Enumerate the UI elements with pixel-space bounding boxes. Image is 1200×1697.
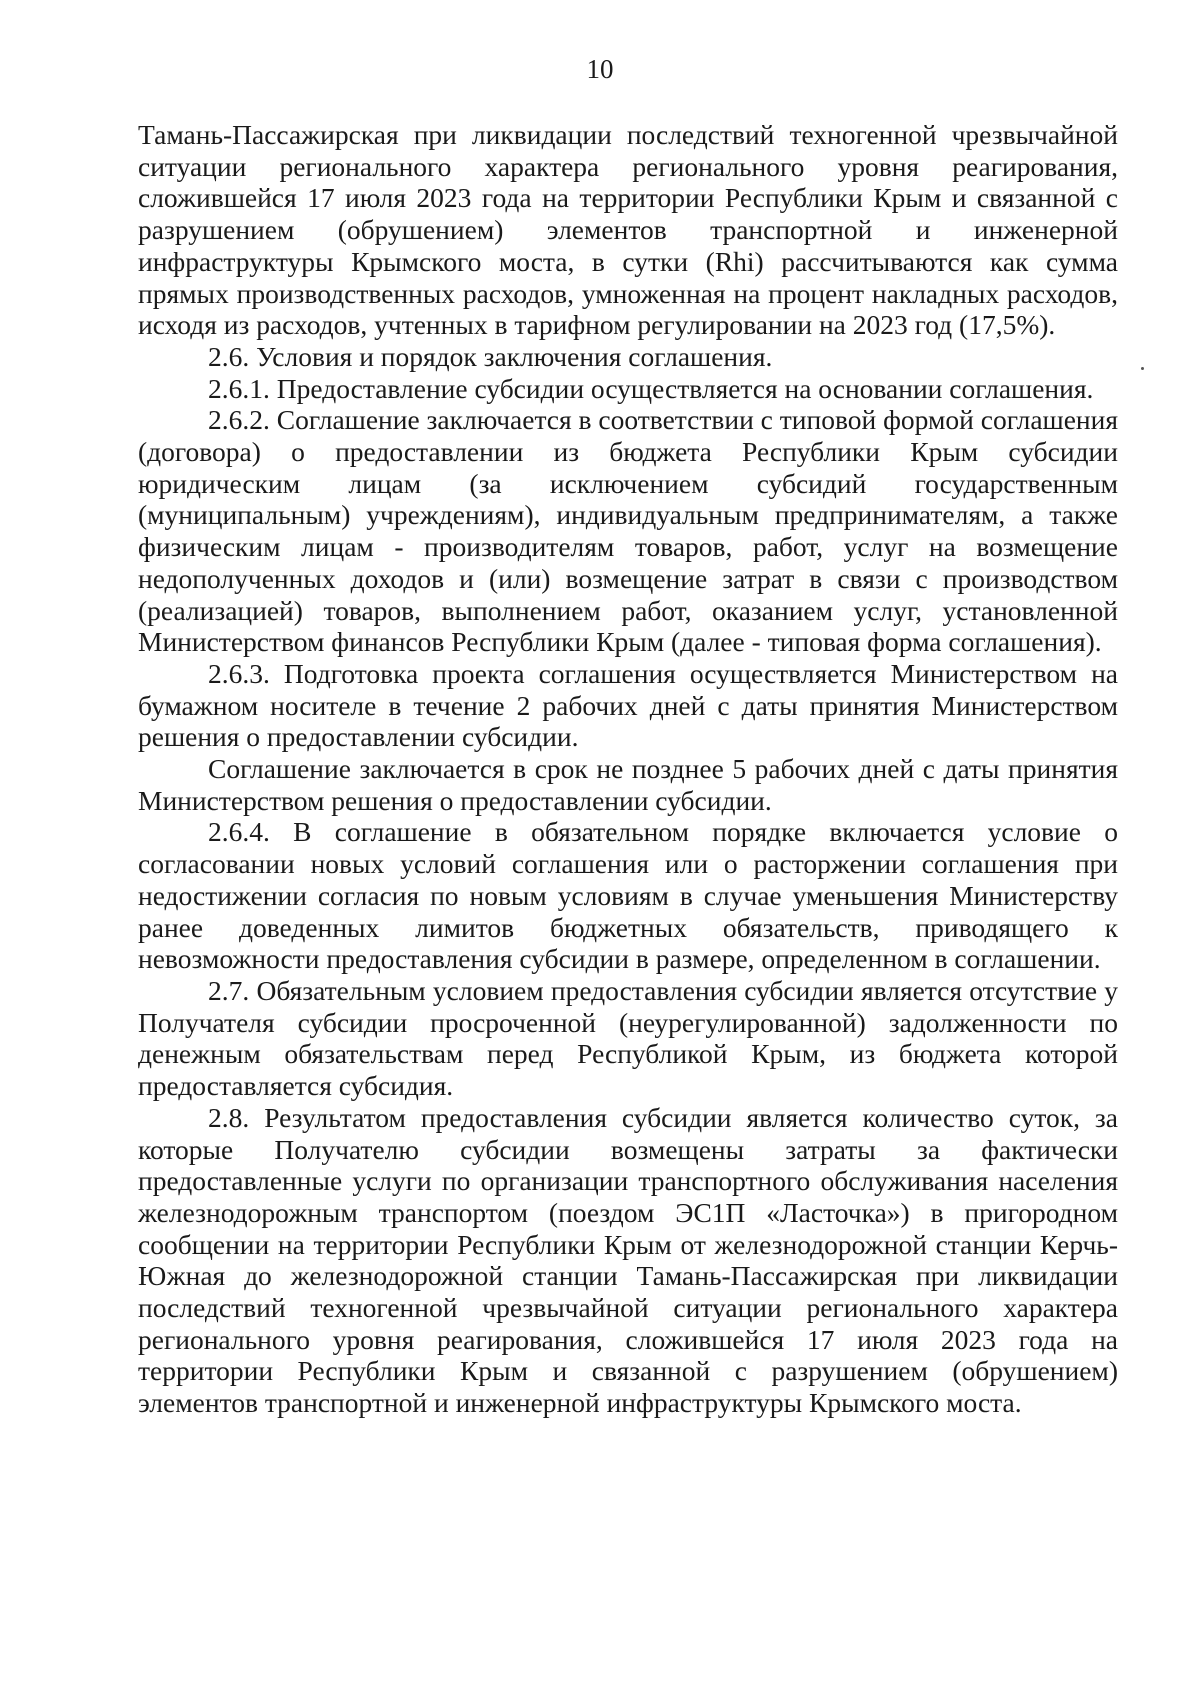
paragraph-2-6-2: 2.6.2. Соглашение заключается в соответствии с типовой формой соглашения (договора) о предоставлении из бюджета Республики Крым субсидии юридическим лицам (за исключением субсидий государственным (муниципальным) учреждениям), индивидуальным предпринимателям, а также физическим лицам - производителям товаров, работ, услуг на возмещение недополученных доходов и (или) возмещение затрат в связи с производством (реализацией) товаров, выполнением работ, оказанием услуг, установленной Министерством финансов Республики Крым (далее - типовая форма соглашения). [138,404,1118,658]
paragraph-2-6-3-deadline: Соглашение заключается в срок не позднее 5 рабочих дней с даты принятия Министерством решения о предоставлении субсидии. [138,753,1118,816]
paragraph-2-6-3: 2.6.3. Подготовка проекта соглашения осуществляется Министерством на бумажном носителе в течение 2 рабочих дней с даты принятия Министерством решения о предоставлении субсидии. [138,657,1118,753]
document-body [138,119,1118,1419]
paragraph-continuation: Тамань-Пассажирская при ликвидации последствий техногенной чрезвычайной ситуации регионального характера регионального уровня реагирования, сложившейся 17 июля 2023 года на территории Республики Крым и связанной с разрушением (обрушением) элементов транспортной и инженерной инфраструктуры Крымского моста, в сутки (Rhi) рассчитываются как сумма прямых производственных расходов, умноженная на процент накладных расходов, исходя из расходов, учтенных в тарифном регулировании на 2023 год (17,5%). [138,119,1118,341]
paragraph-2-7: 2.7. Обязательным условием предоставления субсидии является отсутствие у Получателя субсидии просроченной (неурегулированной) задолженности по денежным обязательствам перед Республикой Крым, из бюджета которой предоставляется субсидия. [138,974,1118,1102]
paragraph-2-8: 2.8. Результатом предоставления субсидии является количество суток, за которые Получателю субсидии возмещены затраты за фактически предоставленные услуги по организации транспортного обслуживания населения железнодорожным транспортом (поездом ЭС1П «Ласточка») в пригородном сообщении на территории Республики Крым от железнодорожной станции Керчь-Южная до железнодорожной станции Тамань-Пассажирская при ликвидации последствий техногенной чрезвычайной ситуации регионального характера регионального уровня реагирования, сложившейся 17 июля 2023 года на территории Республики Крым и связанной с разрушением (обрушением) элементов транспортной и инженерной инфраструктуры Крымского моста. [138,1101,1118,1419]
paragraph-2-6-1: 2.6.1. Предоставление субсидии осуществляется на основании соглашения. [208,372,1094,404]
paragraph-2-6-4: 2.6.4. В соглашение в обязательном порядке включается условие о согласовании новых условий соглашения или о расторжении соглашения при недостижении согласия по новым условиям в случае уменьшения Министерству ранее доведенных лимитов бюджетных обязательств, приводящего к невозможности предоставления субсидии в размере, определенном в соглашении. [138,816,1118,975]
page-number: 10 [586,54,614,84]
scan-speck [1141,367,1144,370]
paragraph-2-6: 2.6. Условия и порядок заключения соглашения. [208,340,773,372]
